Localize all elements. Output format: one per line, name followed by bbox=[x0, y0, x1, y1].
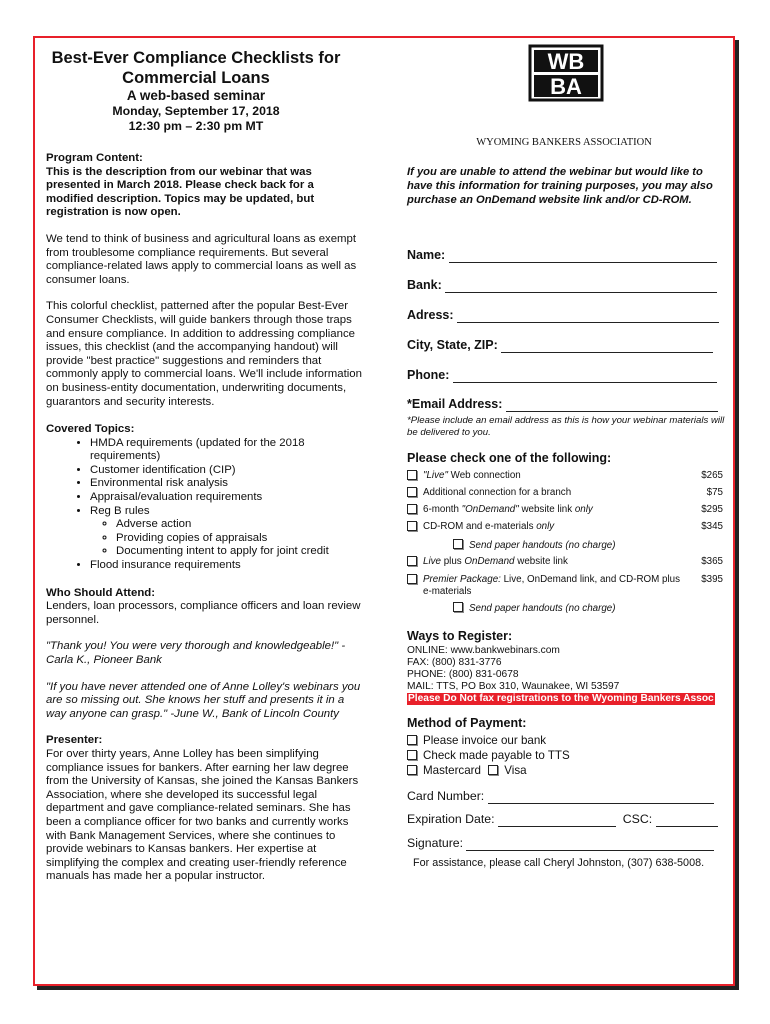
payment-visa-label: Visa bbox=[504, 764, 527, 777]
attend-heading: Who Should Attend: bbox=[46, 586, 156, 599]
email-field[interactable] bbox=[407, 398, 725, 412]
testimonial-2: "If you have never attended one of Anne Lolley's webinars you are so missing out. She knows her stuff and presents it in a way anyone can grasp." -June W., Bank of Lincoln County bbox=[46, 680, 361, 720]
phone-label: Phone: bbox=[407, 368, 450, 382]
email-line[interactable] bbox=[506, 411, 718, 412]
option-liveplus-price: $365 bbox=[701, 556, 723, 567]
option-liveplus-label-b: plus bbox=[440, 556, 465, 567]
city-line[interactable] bbox=[501, 352, 713, 353]
option-cdrom[interactable] bbox=[407, 521, 725, 534]
csc-label: CSC: bbox=[622, 812, 653, 826]
program-notice: This is the description from our webinar that was presented in March 2018. Please check back for a modified description. Topics may be updated, but registration is now open. bbox=[46, 165, 315, 219]
card-number-line[interactable] bbox=[488, 803, 714, 804]
checkbox[interactable] bbox=[407, 765, 417, 775]
list-item: ◦ Providing copies of appraisals bbox=[116, 532, 364, 546]
expiration-label: Expiration Date: bbox=[407, 812, 495, 826]
left-column bbox=[46, 48, 364, 884]
checkbox[interactable] bbox=[407, 487, 417, 497]
seminar-date: Monday, September 17, 2018 bbox=[112, 104, 280, 118]
option-paper-2[interactable] bbox=[453, 602, 770, 615]
checkbox[interactable] bbox=[453, 602, 463, 612]
expiration-field[interactable] bbox=[407, 813, 718, 827]
assistance-note: For assistance, please call Cheryl Johnston, (307) 638-5008. bbox=[413, 857, 705, 869]
city-label: City, State, ZIP: bbox=[407, 338, 498, 352]
option-ondemand-label-a: 6-month bbox=[423, 504, 462, 515]
list-item bbox=[90, 505, 364, 559]
option-live-label-b: Web connection bbox=[447, 470, 521, 481]
list-item: • Appraisal/evaluation requirements bbox=[90, 491, 364, 505]
option-paper-1[interactable] bbox=[453, 539, 770, 552]
list-item: • Environmental risk analysis bbox=[90, 477, 364, 491]
checkbox[interactable] bbox=[407, 504, 417, 514]
list-item: • HMDA requirements (updated for the 2018 requirements) bbox=[90, 437, 364, 464]
register-mail: MAIL: TTS, PO Box 310, Waunakee, WI 53597 bbox=[407, 681, 620, 692]
card-number-label: Card Number: bbox=[407, 789, 485, 803]
expiration-line[interactable] bbox=[498, 826, 616, 827]
checkbox[interactable] bbox=[453, 539, 463, 549]
payment-options bbox=[407, 733, 725, 778]
option-premier-label-a: Premier Package: bbox=[423, 574, 501, 585]
list-item: • Customer identification (CIP) bbox=[90, 464, 364, 478]
email-label: *Email Address: bbox=[407, 397, 503, 411]
option-ondemand-label-c: website link bbox=[518, 504, 575, 515]
attend-text: Lenders, loan processors, compliance officers and loan review personnel. bbox=[46, 600, 361, 626]
option-ondemand-label-b: "OnDemand" bbox=[461, 504, 519, 515]
signature-field[interactable] bbox=[407, 837, 714, 851]
reg-b-sublist bbox=[90, 518, 364, 559]
checkbox[interactable] bbox=[407, 735, 417, 745]
address-field[interactable] bbox=[407, 309, 725, 323]
checkbox[interactable] bbox=[407, 574, 417, 584]
register-phone: PHONE: (800) 831-0678 bbox=[407, 669, 519, 680]
payment-check-label: Check made payable to TTS bbox=[423, 749, 570, 762]
register-list bbox=[407, 645, 737, 705]
option-ondemand[interactable] bbox=[407, 504, 725, 517]
ondemand-note: If you are unable to attend the webinar but would like to have this information for training purposes, you may also purchase an OnDemand website link and/or CD-ROM. bbox=[407, 166, 713, 206]
program-heading: Program Content: bbox=[46, 152, 143, 164]
list-item: ◦ Documenting intent to apply for joint credit bbox=[116, 545, 364, 559]
option-live[interactable] bbox=[407, 470, 725, 483]
bank-line[interactable] bbox=[445, 292, 717, 293]
list-item: ◦ Adverse action bbox=[116, 518, 364, 532]
checkbox[interactable] bbox=[407, 556, 417, 566]
phone-field[interactable] bbox=[407, 369, 725, 383]
option-additional[interactable] bbox=[407, 487, 725, 500]
checkbox[interactable] bbox=[407, 470, 417, 480]
city-field[interactable] bbox=[407, 339, 725, 353]
option-paper-1-label: Send paper handouts (no charge) bbox=[469, 540, 616, 551]
list-item: • Flood insurance requirements bbox=[90, 559, 364, 573]
option-live-price: $265 bbox=[701, 470, 723, 481]
org-name: WYOMING BANKERS ASSOCIATION bbox=[476, 137, 652, 148]
testimonial-1: "Thank you! You were very thorough and knowledgeable!" -Carla K., Pioneer Bank bbox=[46, 640, 346, 666]
seminar-subtitle: A web-based seminar bbox=[126, 88, 266, 103]
register-online: ONLINE: www.bankwebinars.com bbox=[407, 645, 560, 656]
address-line[interactable] bbox=[457, 322, 719, 323]
options-heading: Please check one of the following: bbox=[407, 451, 612, 465]
option-cdrom-price: $345 bbox=[701, 521, 723, 532]
option-liveplus[interactable] bbox=[407, 556, 725, 569]
topics-list bbox=[46, 437, 364, 573]
payment-check[interactable] bbox=[407, 748, 725, 763]
signature-label: Signature: bbox=[407, 836, 464, 850]
option-liveplus-label-d: website link bbox=[514, 556, 568, 567]
option-liveplus-label-c: OnDemand bbox=[464, 556, 515, 567]
register-heading: Ways to Register: bbox=[407, 629, 513, 643]
logo-text-bottom: BA bbox=[550, 74, 582, 99]
option-premier-price: $395 bbox=[701, 574, 723, 585]
seminar-time: 12:30 pm – 2:30 pm MT bbox=[128, 119, 264, 133]
presenter-heading: Presenter: bbox=[46, 734, 103, 747]
option-additional-label: Additional connection for a branch bbox=[423, 487, 572, 498]
program-paragraph-1: We tend to think of business and agricultural loans as exempt from troublesome compliance requirements. But several compliance-related laws apply to commercial loans as well as consumer loans. bbox=[46, 232, 357, 286]
logo-text-top: WB bbox=[547, 49, 585, 74]
option-premier-label-b: Live, OnDemand link, and CD-ROM plus e-materials bbox=[423, 574, 681, 597]
name-line[interactable] bbox=[449, 262, 717, 263]
checkbox[interactable] bbox=[407, 521, 417, 531]
option-ondemand-price: $295 bbox=[701, 504, 723, 515]
fax-warning: Please Do Not fax registrations to the Wyoming Bankers Assoc bbox=[408, 693, 714, 704]
email-note: *Please include an email address as this is how your webinar materials will be delivered to you. bbox=[407, 415, 725, 438]
payment-invoice-label: Please invoice our bank bbox=[423, 734, 547, 747]
bank-label: Bank: bbox=[407, 278, 442, 292]
payment-invoice[interactable] bbox=[407, 733, 725, 748]
phone-line[interactable] bbox=[453, 382, 717, 383]
name-label: Name: bbox=[407, 248, 446, 262]
option-additional-price: $75 bbox=[706, 487, 723, 498]
option-cdrom-label-a: CD-ROM and e-materials bbox=[423, 521, 537, 532]
payment-mastercard-label: Mastercard bbox=[423, 764, 481, 777]
option-live-label-a: "Live" bbox=[423, 470, 448, 481]
list-item-label: Reg B rules bbox=[90, 504, 150, 517]
option-premier[interactable] bbox=[407, 574, 725, 598]
name-field[interactable] bbox=[407, 249, 725, 263]
topics-heading: Covered Topics: bbox=[46, 423, 135, 436]
option-ondemand-label-d: only bbox=[574, 504, 593, 515]
bank-field[interactable] bbox=[407, 279, 725, 293]
option-paper-2-label: Send paper handouts (no charge) bbox=[469, 603, 616, 614]
register-fax: FAX: (800) 831-3776 bbox=[407, 657, 502, 668]
checkbox[interactable] bbox=[407, 750, 417, 760]
csc-line[interactable] bbox=[656, 826, 718, 827]
presenter-bio: For over thirty years, Anne Lolley has been simplifying compliance issues for bankers. After earning her law degree from the University of Kansas, she joined the Kansas Bankers Association, where she developed its successful legal department and gave compliance-related seminars. She has been a compliance officer for two banks and currently works with Bank Management Services, where she continues to provide webinars to Kansas bankers. Her expertise at simplifying the complex and creating user-friendly reference manuals has made her a popular instructor. bbox=[46, 747, 359, 883]
checkbox[interactable] bbox=[488, 765, 498, 775]
option-cdrom-label-b: only bbox=[536, 521, 555, 532]
signature-line[interactable] bbox=[466, 850, 714, 851]
program-paragraph-2: This colorful checklist, patterned after the popular Best-Ever Consumer Checklists, will guide bankers through those traps and ensure compliance. In addition to addressing compliance issues, this checklist (and the accompanying handout) will provide "best practice" suggestions and reminders that commonly apply to commercial loans. We'll include information on business-entity documentation, underwriting documents, guarantors and security interests. bbox=[46, 300, 362, 408]
payment-card[interactable] bbox=[407, 763, 725, 778]
seminar-title: Best-Ever Compliance Checklists for Commercial Loans bbox=[51, 49, 341, 87]
address-label: Adress: bbox=[407, 308, 454, 322]
payment-heading: Method of Payment: bbox=[407, 716, 527, 730]
wba-logo bbox=[528, 44, 604, 102]
card-number-field[interactable] bbox=[407, 790, 714, 804]
option-liveplus-label-a: Live bbox=[423, 556, 441, 567]
